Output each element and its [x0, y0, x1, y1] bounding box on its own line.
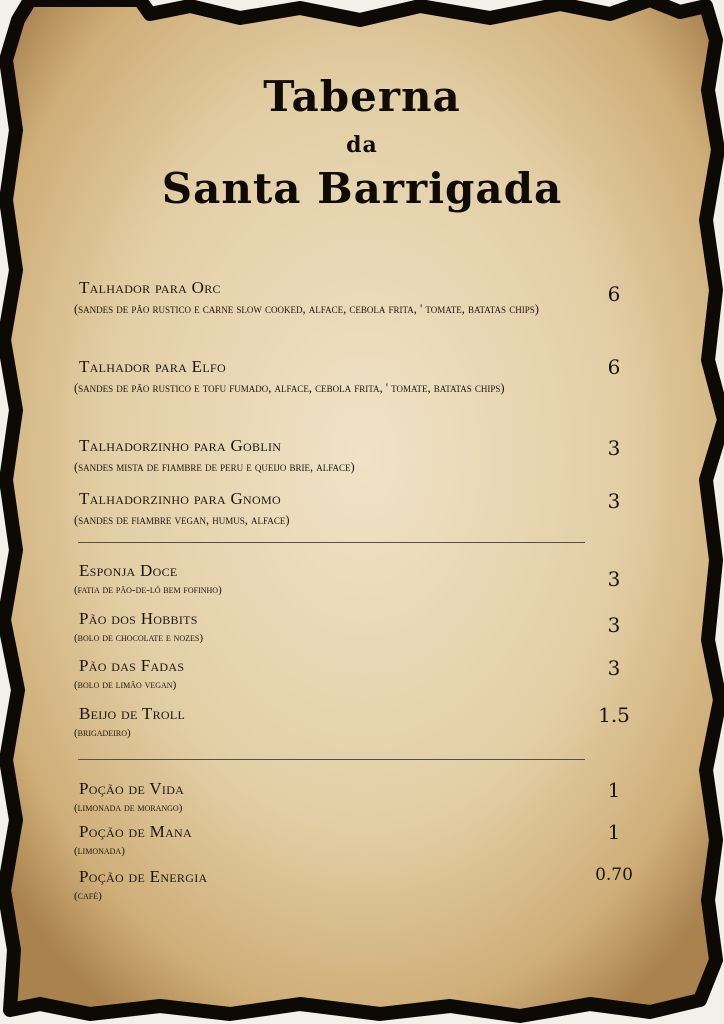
- menu-item: [74, 822, 654, 858]
- menu-item: [74, 656, 654, 692]
- item-name: Poção de Vida: [79, 779, 185, 798]
- item-description: (brigadeiro): [74, 727, 131, 739]
- restaurant-title-line3: Santa Barrigada: [161, 164, 563, 213]
- item-price: 1.5: [598, 703, 630, 727]
- menu-item: [74, 357, 654, 397]
- item-name: Pão dos Hobbits: [79, 609, 198, 628]
- item-name: Poção de Energia: [79, 867, 208, 886]
- item-name: Talhador para Elfo: [79, 357, 226, 376]
- item-price: 0.70: [595, 865, 633, 885]
- item-price: 1: [607, 778, 621, 802]
- item-description: (fatia de pão-de-ló bem fofinho): [74, 584, 222, 596]
- item-price: 3: [607, 567, 621, 591]
- item-name: Beijo de Troll: [79, 704, 186, 723]
- item-description: (limonada de morango): [74, 802, 183, 814]
- menu-item: [74, 436, 654, 476]
- menu-item: [74, 779, 654, 815]
- menu-item: [74, 561, 654, 597]
- menu-item: [74, 489, 654, 529]
- restaurant-title-line2: da: [346, 132, 378, 158]
- item-description: (sandes de fiambre vegan, humus, alface): [74, 513, 290, 527]
- item-price: 3: [607, 656, 621, 680]
- item-description: (sandes de pão rustico e carne slow cooked, alface, cebola frita, ' tomate, batatas chips): [74, 302, 539, 316]
- menu-item: [74, 867, 654, 903]
- item-name: Esponja Doce: [79, 561, 178, 580]
- item-name: Talhadorzinho para Goblin: [79, 436, 282, 455]
- section-divider: [78, 542, 585, 543]
- item-name: Poção de Mana: [79, 822, 192, 841]
- item-name: Pão das Fadas: [79, 656, 185, 675]
- item-description: (limonada): [74, 845, 125, 857]
- item-price: 1: [607, 820, 621, 844]
- item-price: 6: [607, 282, 621, 306]
- item-description: (sandes de pão rustico e tofu fumado, alface, cebola frita, ' tomate, batatas chips): [74, 381, 505, 395]
- item-description: (bolo de chocolate e nozes): [74, 632, 203, 644]
- menu-item: [74, 278, 654, 318]
- item-description: (sandes mista de fiambre de peru e queijo brie, alface): [74, 460, 355, 474]
- item-description: (café): [74, 890, 102, 902]
- item-price: 3: [607, 613, 621, 637]
- menu-item: [74, 609, 654, 645]
- item-price: 6: [607, 355, 621, 379]
- item-name: Talhadorzinho para Gnomo: [79, 489, 281, 508]
- item-price: 3: [607, 436, 621, 460]
- item-name: Talhador para Orc: [79, 278, 221, 297]
- section-divider: [78, 759, 585, 760]
- item-price: 3: [607, 489, 621, 513]
- menu-item: [74, 704, 654, 740]
- restaurant-title-line1: Taberna: [263, 72, 461, 121]
- item-description: (bolo de limão vegan): [74, 679, 177, 691]
